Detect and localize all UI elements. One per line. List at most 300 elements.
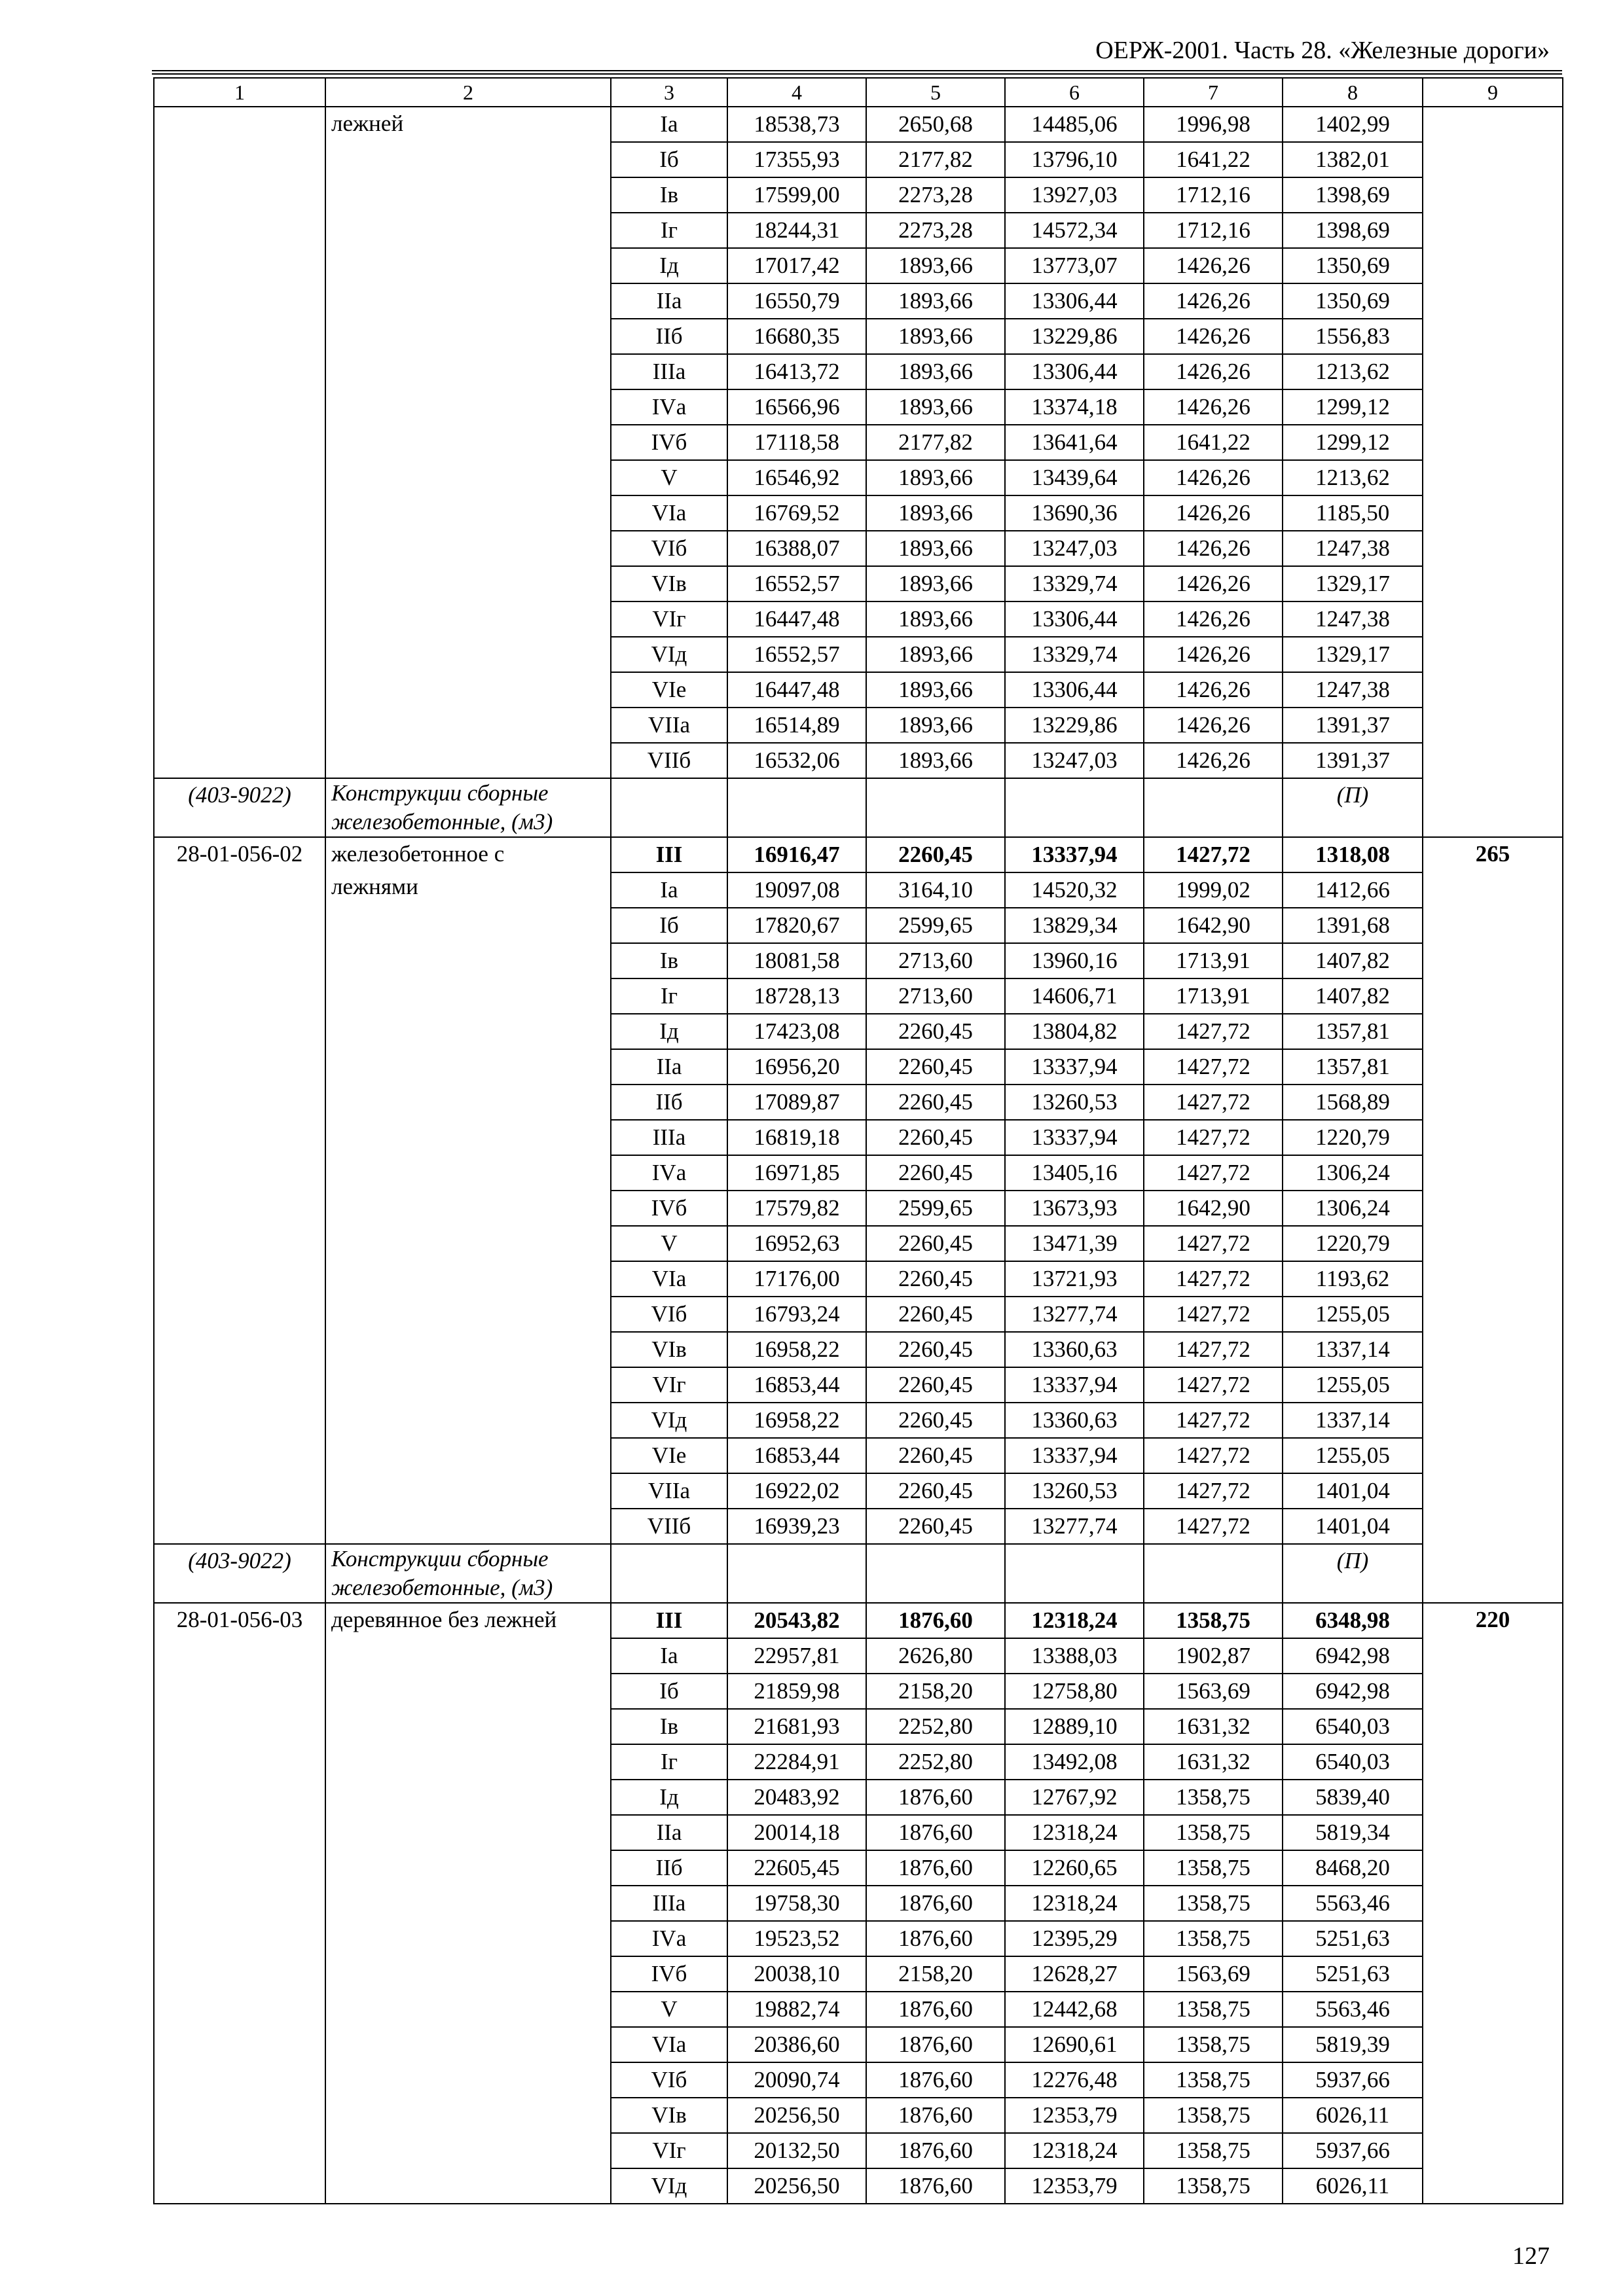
price-value-cell: 13277,74 [1005, 1509, 1144, 1544]
price-value-cell: 13337,94 [1005, 837, 1144, 872]
price-value-cell: 1427,72 [1144, 1332, 1283, 1367]
price-value-cell: 1358,75 [1144, 1850, 1283, 1886]
climate-zone-cell: IIIа [611, 1120, 727, 1155]
price-value-cell: 2177,82 [866, 425, 1005, 460]
mass-value-cell [1423, 107, 1563, 837]
price-value-cell: 13492,08 [1005, 1744, 1144, 1780]
price-value-cell: 2650,68 [866, 107, 1005, 142]
climate-zone-cell: VIа [611, 1261, 727, 1297]
empty-cell [1144, 1544, 1283, 1603]
price-value-cell: 2177,82 [866, 142, 1005, 177]
price-value-cell: 12318,24 [1005, 2133, 1144, 2168]
price-value-cell: 19758,30 [727, 1886, 866, 1921]
price-value-cell: 20543,82 [727, 1603, 866, 1638]
price-value-cell: 1426,26 [1144, 708, 1283, 743]
climate-zone-cell: VIд [611, 1403, 727, 1438]
price-value-cell: 20483,92 [727, 1780, 866, 1815]
price-value-cell: 1213,62 [1283, 354, 1423, 389]
climate-zone-cell: IIб [611, 319, 727, 354]
price-value-cell: 6026,11 [1283, 2098, 1423, 2133]
price-value-cell: 16552,57 [727, 566, 866, 601]
empty-cell [866, 778, 1005, 837]
climate-zone-cell: VIа [611, 2027, 727, 2062]
price-value-cell: 16853,44 [727, 1438, 866, 1473]
price-value-cell: 2158,20 [866, 1674, 1005, 1709]
climate-zone-cell: Iг [611, 213, 727, 248]
climate-zone-cell: Iд [611, 248, 727, 283]
price-value-cell: 1427,72 [1144, 1297, 1283, 1332]
resource-code-cell: (403-9022) [154, 778, 325, 837]
price-value-cell: 17599,00 [727, 177, 866, 213]
price-value-cell: 18728,13 [727, 978, 866, 1014]
document-header-title: ОЕРЖ-2001. Часть 28. «Железные дороги» [1095, 37, 1550, 64]
price-value-cell: 5819,39 [1283, 2027, 1423, 2062]
climate-zone-cell: IVа [611, 1921, 727, 1956]
price-value-cell: 1391,68 [1283, 908, 1423, 943]
price-value-cell: 1382,01 [1283, 142, 1423, 177]
price-value-cell: 1358,75 [1144, 1815, 1283, 1850]
price-value-cell: 13471,39 [1005, 1226, 1144, 1261]
price-value-cell: 1876,60 [866, 2133, 1005, 2168]
price-value-cell: 18244,31 [727, 213, 866, 248]
price-value-cell: 1318,08 [1283, 837, 1423, 872]
price-value-cell: 1358,75 [1144, 2168, 1283, 2204]
climate-zone-cell: VIд [611, 2168, 727, 2204]
climate-zone-cell: IIб [611, 1085, 727, 1120]
price-value-cell: 1642,90 [1144, 1191, 1283, 1226]
price-value-cell: 1893,66 [866, 319, 1005, 354]
price-value-cell: 5563,46 [1283, 1886, 1423, 1921]
climate-zone-cell: Iв [611, 1709, 727, 1744]
price-value-cell: 16922,02 [727, 1473, 866, 1509]
climate-zone-cell: Iа [611, 107, 727, 142]
price-value-cell: 1358,75 [1144, 2062, 1283, 2098]
price-value-cell: 13337,94 [1005, 1049, 1144, 1085]
price-value-cell: 1401,04 [1283, 1509, 1423, 1544]
price-value-cell: 13306,44 [1005, 601, 1144, 637]
price-value-cell: 1427,72 [1144, 1438, 1283, 1473]
price-value-cell: 1713,91 [1144, 943, 1283, 978]
price-value-cell: 2713,60 [866, 943, 1005, 978]
work-description: железобетонное с [331, 841, 505, 867]
price-value-cell: 1247,38 [1283, 531, 1423, 566]
price-value-cell: 1426,26 [1144, 637, 1283, 672]
rate-code-cell [154, 107, 325, 778]
price-value-cell: 16388,07 [727, 531, 866, 566]
page-number: 127 [1512, 2242, 1550, 2270]
price-value-cell: 13247,03 [1005, 531, 1144, 566]
column-number: 1 [154, 78, 325, 107]
price-value-cell: 1712,16 [1144, 213, 1283, 248]
climate-zone-cell: VIIб [611, 743, 727, 778]
price-value-cell: 1185,50 [1283, 495, 1423, 531]
main-rate-row [154, 837, 1563, 872]
price-value-cell: 1876,60 [866, 1992, 1005, 2027]
price-value-cell: 12318,24 [1005, 1815, 1144, 1850]
price-value-cell: 17118,58 [727, 425, 866, 460]
price-value-cell: 1247,38 [1283, 672, 1423, 708]
climate-zone-cell: Iб [611, 908, 727, 943]
price-value-cell: 12318,24 [1005, 1603, 1144, 1638]
price-value-cell: 1631,32 [1144, 1709, 1283, 1744]
price-value-cell: 1255,05 [1283, 1297, 1423, 1332]
price-value-cell: 1563,69 [1144, 1956, 1283, 1992]
price-value-cell: 1427,72 [1144, 1120, 1283, 1155]
price-value-cell: 2260,45 [866, 1120, 1005, 1155]
climate-zone-cell: Iа [611, 1638, 727, 1674]
climate-zone-cell: IVб [611, 1191, 727, 1226]
price-value-cell: 17820,67 [727, 908, 866, 943]
price-value-cell: 13229,86 [1005, 708, 1144, 743]
column-number: 7 [1144, 78, 1283, 107]
column-number: 3 [611, 78, 727, 107]
price-value-cell: 1193,62 [1283, 1261, 1423, 1297]
price-value-cell: 1299,12 [1283, 389, 1423, 425]
price-value-cell: 2260,45 [866, 1332, 1005, 1367]
price-value-cell: 13829,34 [1005, 908, 1144, 943]
price-value-cell: 1893,66 [866, 708, 1005, 743]
price-value-cell: 1568,89 [1283, 1085, 1423, 1120]
price-value-cell: 2260,45 [866, 1014, 1005, 1049]
price-value-cell: 12318,24 [1005, 1886, 1144, 1921]
work-description: лежней [331, 111, 404, 136]
price-value-cell: 2158,20 [866, 1956, 1005, 1992]
price-value-cell: 1631,32 [1144, 1744, 1283, 1780]
price-value-cell: 16552,57 [727, 637, 866, 672]
price-value-cell: 13796,10 [1005, 142, 1144, 177]
climate-zone-cell: VIг [611, 1367, 727, 1403]
price-value-cell: 1427,72 [1144, 1473, 1283, 1509]
price-value-cell: 1255,05 [1283, 1438, 1423, 1473]
price-value-cell: 16853,44 [727, 1367, 866, 1403]
price-value-cell: 18538,73 [727, 107, 866, 142]
price-value-cell: 1398,69 [1283, 177, 1423, 213]
price-value-cell: 12690,61 [1005, 2027, 1144, 2062]
price-value-cell: 13804,82 [1005, 1014, 1144, 1049]
price-value-cell: 1358,75 [1144, 1992, 1283, 2027]
price-value-cell: 1893,66 [866, 672, 1005, 708]
climate-zone-cell: VIг [611, 2133, 727, 2168]
price-value-cell: 16819,18 [727, 1120, 866, 1155]
price-value-cell: 1876,60 [866, 1850, 1005, 1886]
price-value-cell: 6026,11 [1283, 2168, 1423, 2204]
climate-zone-cell: Iб [611, 142, 727, 177]
price-value-cell: 17176,00 [727, 1261, 866, 1297]
price-value-cell: 16546,92 [727, 460, 866, 495]
price-value-cell: 1329,17 [1283, 566, 1423, 601]
price-value-cell: 20090,74 [727, 2062, 866, 2098]
price-value-cell: 1876,60 [866, 1780, 1005, 1815]
price-value-cell: 1876,60 [866, 2062, 1005, 2098]
resource-code-cell: (403-9022) [154, 1544, 325, 1603]
price-value-cell: 8468,20 [1283, 1850, 1423, 1886]
empty-cell [727, 778, 866, 837]
climate-zone-cell: VIIа [611, 708, 727, 743]
climate-zone-cell: IVа [611, 1155, 727, 1191]
price-value-cell: 1713,91 [1144, 978, 1283, 1014]
price-value-cell: 20132,50 [727, 2133, 866, 2168]
climate-zone-cell: IIIа [611, 354, 727, 389]
price-value-cell: 22957,81 [727, 1638, 866, 1674]
climate-zone-cell: IIа [611, 283, 727, 319]
climate-zone-cell: V [611, 460, 727, 495]
price-value-cell: 1407,82 [1283, 943, 1423, 978]
price-value-cell: 5563,46 [1283, 1992, 1423, 2027]
climate-zone-cell: VIе [611, 1438, 727, 1473]
price-value-cell: 16550,79 [727, 283, 866, 319]
price-value-cell: 20256,50 [727, 2098, 866, 2133]
price-value-cell: 1358,75 [1144, 2133, 1283, 2168]
price-value-cell: 1358,75 [1144, 1886, 1283, 1921]
price-value-cell: 12260,65 [1005, 1850, 1144, 1886]
climate-zone-cell: Iв [611, 177, 727, 213]
price-value-cell: 1876,60 [866, 1921, 1005, 1956]
price-value-cell: 20256,50 [727, 2168, 866, 2204]
price-value-cell: 1427,72 [1144, 1014, 1283, 1049]
price-value-cell: 1426,26 [1144, 566, 1283, 601]
price-value-cell: 16680,35 [727, 319, 866, 354]
price-value-cell: 2713,60 [866, 978, 1005, 1014]
price-value-cell: 18081,58 [727, 943, 866, 978]
price-value-cell: 1255,05 [1283, 1367, 1423, 1403]
climate-zone-cell: VIIа [611, 1473, 727, 1509]
price-value-cell: 13306,44 [1005, 283, 1144, 319]
price-value-cell: 12628,27 [1005, 1956, 1144, 1992]
price-value-cell: 2260,45 [866, 837, 1005, 872]
price-value-cell: 13439,64 [1005, 460, 1144, 495]
price-value-cell: 1641,22 [1144, 425, 1283, 460]
empty-cell [727, 1544, 866, 1603]
price-value-cell: 1426,26 [1144, 743, 1283, 778]
price-value-cell: 13405,16 [1005, 1155, 1144, 1191]
mass-value-cell: 265 [1423, 837, 1563, 1603]
price-value-cell: 1358,75 [1144, 1603, 1283, 1638]
price-value-cell: 2260,45 [866, 1155, 1005, 1191]
column-number: 6 [1005, 78, 1144, 107]
price-value-cell: 1893,66 [866, 354, 1005, 389]
price-value-cell: 6942,98 [1283, 1674, 1423, 1709]
price-value-cell: 5819,34 [1283, 1815, 1423, 1850]
price-value-cell: 12276,48 [1005, 2062, 1144, 2098]
price-value-cell: 1426,26 [1144, 601, 1283, 637]
price-value-cell: 1391,37 [1283, 743, 1423, 778]
resource-name: железобетонные, (м3) [331, 1575, 553, 1600]
price-value-cell: 20038,10 [727, 1956, 866, 1992]
price-value-cell: 1563,69 [1144, 1674, 1283, 1709]
price-value-cell: 2599,65 [866, 1191, 1005, 1226]
climate-zone-cell: IIб [611, 1850, 727, 1886]
price-value-cell: 19097,08 [727, 872, 866, 908]
column-number-row [154, 78, 1563, 107]
price-value-cell: 1427,72 [1144, 1403, 1283, 1438]
price-value-cell: 1306,24 [1283, 1155, 1423, 1191]
price-value-cell: 1893,66 [866, 566, 1005, 601]
price-value-cell: 21681,93 [727, 1709, 866, 1744]
column-number: 5 [866, 78, 1005, 107]
price-value-cell: 1391,37 [1283, 708, 1423, 743]
climate-zone-cell: IIа [611, 1815, 727, 1850]
rate-code-cell: 28-01-056-03 [154, 1603, 325, 2204]
price-value-cell: 2260,45 [866, 1085, 1005, 1120]
price-value-cell: 13673,93 [1005, 1191, 1144, 1226]
price-value-cell: 2252,80 [866, 1709, 1005, 1744]
price-value-cell: 16566,96 [727, 389, 866, 425]
price-value-cell: 13960,16 [1005, 943, 1144, 978]
price-value-cell: 1358,75 [1144, 2098, 1283, 2133]
price-value-cell: 16413,72 [727, 354, 866, 389]
price-value-cell: 1427,72 [1144, 1509, 1283, 1544]
price-value-cell: 1337,14 [1283, 1332, 1423, 1367]
price-value-cell: 1426,26 [1144, 389, 1283, 425]
column-number: 4 [727, 78, 866, 107]
work-description: деревянное без лежней [331, 1607, 557, 1632]
price-value-cell: 1220,79 [1283, 1120, 1423, 1155]
price-value-cell: 1876,60 [866, 2027, 1005, 2062]
climate-zone-cell: IVа [611, 389, 727, 425]
price-value-cell: 1401,04 [1283, 1473, 1423, 1509]
price-value-cell: 12767,92 [1005, 1780, 1144, 1815]
price-value-cell: 1412,66 [1283, 872, 1423, 908]
zone-rate-row [154, 107, 1563, 142]
price-value-cell: 16952,63 [727, 1226, 866, 1261]
price-value-cell: 5937,66 [1283, 2133, 1423, 2168]
price-value-cell: 6348,98 [1283, 1603, 1423, 1638]
price-value-cell: 1350,69 [1283, 248, 1423, 283]
price-value-cell: 5937,66 [1283, 2062, 1423, 2098]
price-value-cell: 6540,03 [1283, 1709, 1423, 1744]
climate-zone-cell: VIг [611, 601, 727, 637]
price-value-cell: 13927,03 [1005, 177, 1144, 213]
price-value-cell: 16447,48 [727, 601, 866, 637]
price-value-cell: 12395,29 [1005, 1921, 1144, 1956]
price-value-cell: 1641,22 [1144, 142, 1283, 177]
price-value-cell: 16769,52 [727, 495, 866, 531]
price-value-cell: 13641,64 [1005, 425, 1144, 460]
climate-zone-cell: VIIб [611, 1509, 727, 1544]
price-value-cell: 13337,94 [1005, 1438, 1144, 1473]
main-rate-row [154, 1603, 1563, 1638]
price-value-cell: 1902,87 [1144, 1638, 1283, 1674]
price-value-cell: 1213,62 [1283, 460, 1423, 495]
price-value-cell: 13306,44 [1005, 354, 1144, 389]
climate-zone-cell: IIа [611, 1049, 727, 1085]
price-value-cell: 20014,18 [727, 1815, 866, 1850]
resource-value-cell: (П) [1283, 1544, 1423, 1603]
work-description-cell [325, 837, 611, 1544]
price-value-cell: 1358,75 [1144, 1780, 1283, 1815]
price-value-cell: 13360,63 [1005, 1332, 1144, 1367]
resource-name-cell [325, 1544, 611, 1603]
resource-name: Конструкции сборные [331, 1546, 549, 1571]
price-value-cell: 5839,40 [1283, 1780, 1423, 1815]
price-value-cell: 1247,38 [1283, 601, 1423, 637]
price-value-cell: 1329,17 [1283, 637, 1423, 672]
empty-cell [611, 1544, 727, 1603]
work-description-cell [325, 1603, 611, 2204]
price-value-cell: 12353,79 [1005, 2098, 1144, 2133]
column-number: 2 [325, 78, 611, 107]
price-value-cell: 2599,65 [866, 908, 1005, 943]
resource-name-cell [325, 778, 611, 837]
price-value-cell: 1893,66 [866, 389, 1005, 425]
price-value-cell: 1642,90 [1144, 908, 1283, 943]
price-value-cell: 1876,60 [866, 1815, 1005, 1850]
price-value-cell: 1427,72 [1144, 837, 1283, 872]
price-value-cell: 16793,24 [727, 1297, 866, 1332]
rates-table-body [154, 78, 1563, 2204]
empty-cell [1144, 778, 1283, 837]
price-value-cell: 13337,94 [1005, 1120, 1144, 1155]
price-value-cell: 1426,26 [1144, 460, 1283, 495]
price-value-cell: 2260,45 [866, 1403, 1005, 1438]
resource-row [154, 778, 1563, 837]
price-value-cell: 2273,28 [866, 213, 1005, 248]
price-value-cell: 5251,63 [1283, 1956, 1423, 1992]
price-value-cell: 12353,79 [1005, 2168, 1144, 2204]
price-value-cell: 19523,52 [727, 1921, 866, 1956]
climate-zone-cell: V [611, 1226, 727, 1261]
mass-value-cell: 220 [1423, 1603, 1563, 2204]
price-value-cell: 1427,72 [1144, 1085, 1283, 1120]
price-value-cell: 1426,26 [1144, 495, 1283, 531]
price-value-cell: 21859,98 [727, 1674, 866, 1709]
price-value-cell: 17355,93 [727, 142, 866, 177]
price-value-cell: 16956,20 [727, 1049, 866, 1085]
price-value-cell: 1357,81 [1283, 1014, 1423, 1049]
resource-name: железобетонные, (м3) [331, 809, 553, 834]
rates-table [153, 77, 1563, 2204]
price-value-cell: 20386,60 [727, 2027, 866, 2062]
price-value-cell: 6540,03 [1283, 1744, 1423, 1780]
price-value-cell: 16447,48 [727, 672, 866, 708]
price-value-cell: 1337,14 [1283, 1403, 1423, 1438]
price-value-cell: 22284,91 [727, 1744, 866, 1780]
price-value-cell: 16514,89 [727, 708, 866, 743]
price-value-cell: 2260,45 [866, 1473, 1005, 1509]
climate-zone-cell: Iа [611, 872, 727, 908]
price-value-cell: 22605,45 [727, 1850, 866, 1886]
resource-name: Конструкции сборные [331, 780, 549, 806]
price-value-cell: 1299,12 [1283, 425, 1423, 460]
empty-cell [611, 778, 727, 837]
resource-row [154, 1544, 1563, 1603]
price-value-cell: 1426,26 [1144, 283, 1283, 319]
work-description: лежнями [331, 874, 418, 899]
price-value-cell: 1350,69 [1283, 283, 1423, 319]
price-value-cell: 2260,45 [866, 1049, 1005, 1085]
price-value-cell: 1427,72 [1144, 1367, 1283, 1403]
price-value-cell: 1358,75 [1144, 2027, 1283, 2062]
price-value-cell: 1220,79 [1283, 1226, 1423, 1261]
price-value-cell: 2260,45 [866, 1367, 1005, 1403]
price-value-cell: 17089,87 [727, 1085, 866, 1120]
price-value-cell: 13721,93 [1005, 1261, 1144, 1297]
price-value-cell: 13306,44 [1005, 672, 1144, 708]
price-value-cell: 6942,98 [1283, 1638, 1423, 1674]
price-value-cell: 1398,69 [1283, 213, 1423, 248]
price-value-cell: 12442,68 [1005, 1992, 1144, 2027]
price-value-cell: 1306,24 [1283, 1191, 1423, 1226]
price-value-cell: 16971,85 [727, 1155, 866, 1191]
price-value-cell: 14572,34 [1005, 213, 1144, 248]
price-value-cell: 1893,66 [866, 283, 1005, 319]
climate-zone-cell: Iб [611, 1674, 727, 1709]
price-value-cell: 13690,36 [1005, 495, 1144, 531]
price-value-cell: 1426,26 [1144, 672, 1283, 708]
price-value-cell: 13360,63 [1005, 1403, 1144, 1438]
climate-zone-cell: VIб [611, 2062, 727, 2098]
price-value-cell: 1358,75 [1144, 1921, 1283, 1956]
